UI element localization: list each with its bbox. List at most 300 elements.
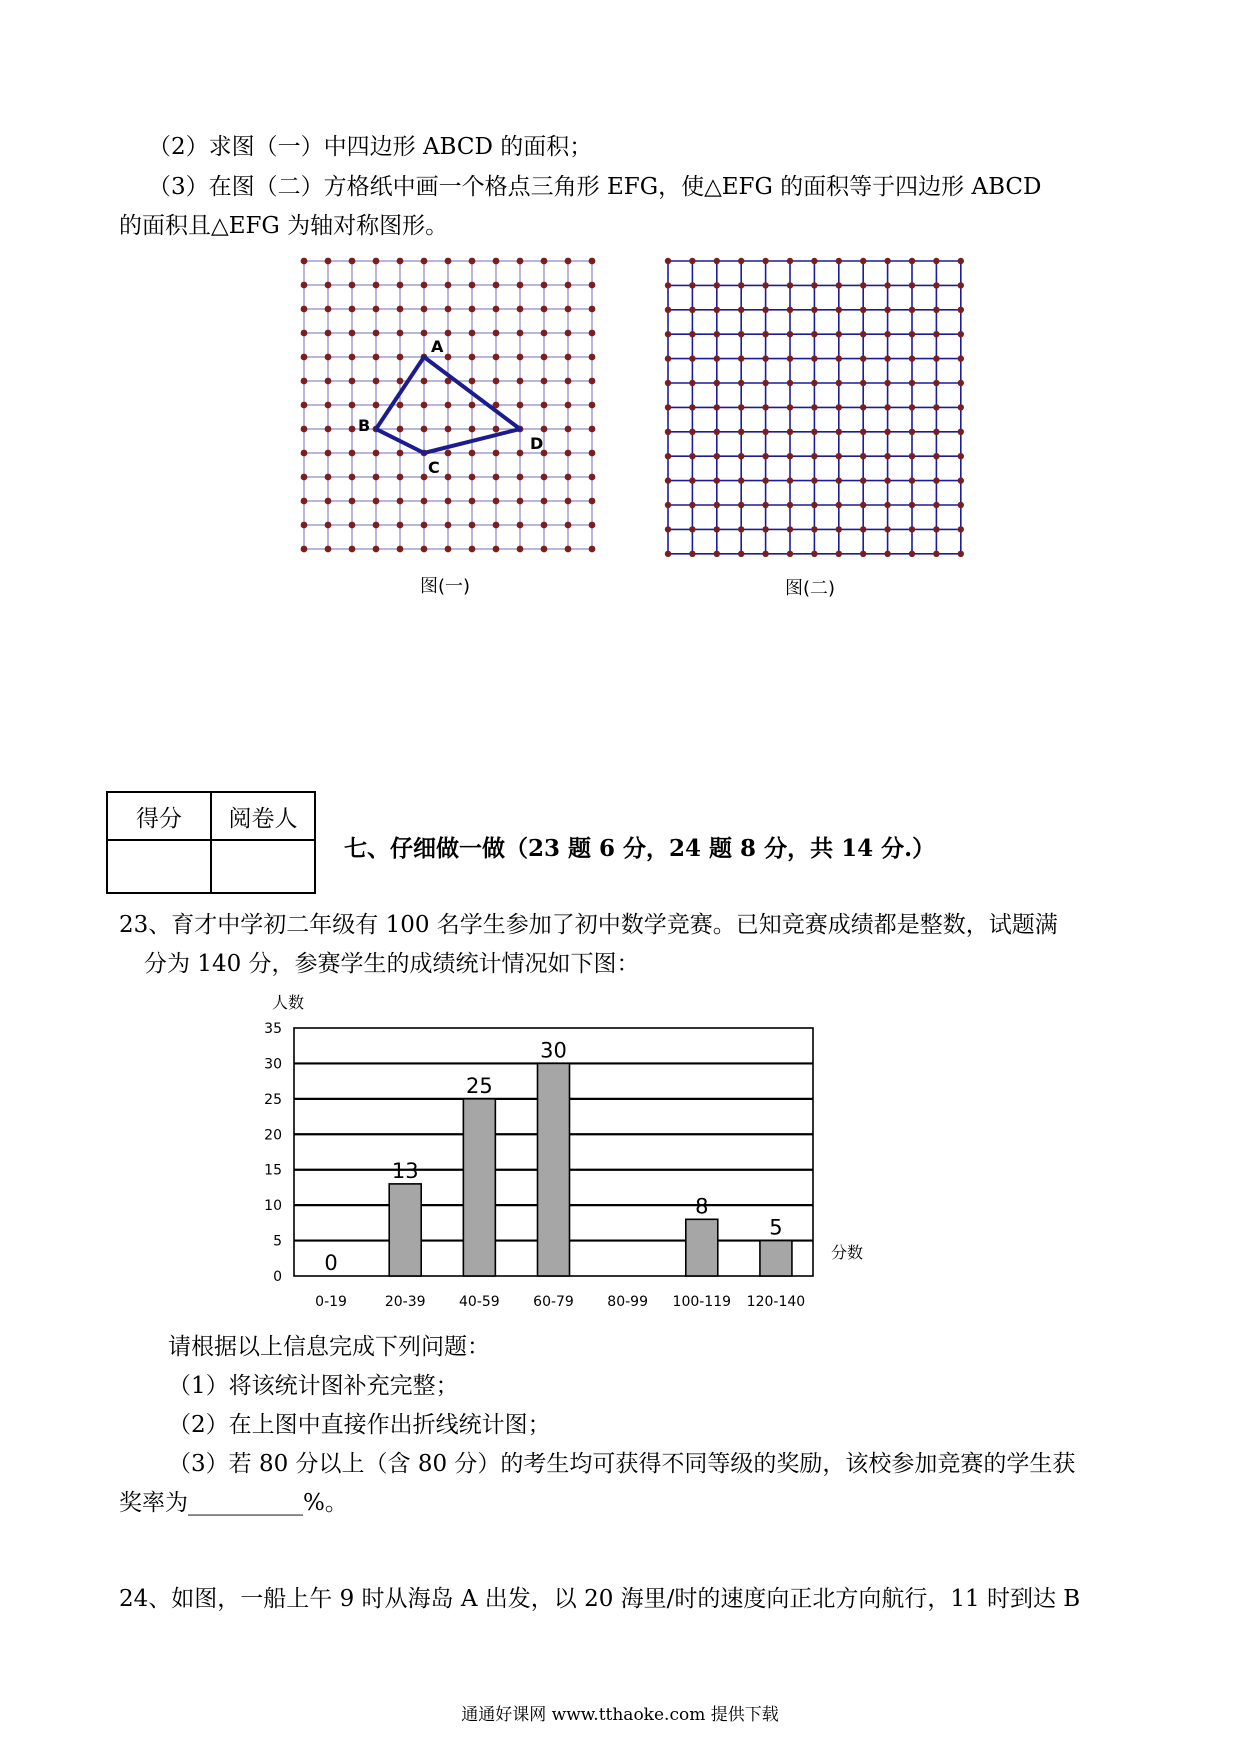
grid-dot <box>373 522 380 529</box>
grid-dot <box>325 450 332 457</box>
grid-dot <box>517 450 524 457</box>
y-tick-label: 5 <box>273 1233 282 1250</box>
grid-dot <box>665 282 671 288</box>
grid-dot <box>565 402 572 409</box>
grid-dot <box>589 282 596 289</box>
grid-dot <box>738 258 744 264</box>
grid-dot <box>836 404 842 410</box>
grid-dot <box>811 526 817 532</box>
grid-dot <box>884 331 890 337</box>
grid-dot <box>397 426 404 433</box>
grid-dot <box>714 404 720 410</box>
grid-dot <box>493 354 500 361</box>
grid-dot <box>738 307 744 313</box>
grid-dot <box>714 526 720 532</box>
grid-dot <box>541 474 548 481</box>
grid-dot <box>517 330 524 337</box>
grid-dot <box>836 453 842 459</box>
grid-dot <box>325 378 332 385</box>
grid-dot <box>811 404 817 410</box>
grid-dot <box>689 429 695 435</box>
grid-dot <box>301 282 308 289</box>
grid-dot <box>445 498 452 505</box>
question-23-part-2: （2）在上图中直接作出折线统计图； <box>168 1412 551 1438</box>
data-label-20-39: 13 <box>391 1158 419 1183</box>
grid-dot <box>493 546 500 553</box>
grid-dot <box>909 477 915 483</box>
grid-dot <box>811 502 817 508</box>
grid-dot <box>665 551 671 557</box>
grid-dot <box>933 477 939 483</box>
grid-dot <box>301 258 308 265</box>
grid-dot <box>349 402 356 409</box>
point-label-d: D <box>530 434 544 453</box>
grid-dot <box>714 307 720 313</box>
grid-dot <box>565 522 572 529</box>
grid-dot <box>909 429 915 435</box>
grid-dot <box>958 502 964 508</box>
grid-dot <box>787 502 793 508</box>
grid-dot <box>836 331 842 337</box>
grid-dot <box>884 404 890 410</box>
question-23-intro: 请根据以上信息完成下列问题： <box>168 1334 490 1360</box>
grid-dot <box>565 378 572 385</box>
y-tick-label: 0 <box>273 1269 282 1285</box>
grid-dot <box>469 474 476 481</box>
grid-dot <box>811 355 817 361</box>
grid-dot <box>541 402 548 409</box>
grid-dot <box>325 426 332 433</box>
grid-dot <box>884 453 890 459</box>
grid-dot <box>860 307 866 313</box>
grid-dot <box>689 307 695 313</box>
grid-dot <box>884 551 890 557</box>
grid-dot <box>349 282 356 289</box>
grid-dot <box>738 502 744 508</box>
point-label-b: B <box>358 416 371 435</box>
grid-dot <box>349 378 356 385</box>
grid-dot <box>665 331 671 337</box>
y-tick-label: 15 <box>264 1162 282 1179</box>
grid-dot <box>421 522 428 529</box>
grid-dot <box>541 426 548 433</box>
grid-dot <box>349 546 356 553</box>
grid-dot <box>397 282 404 289</box>
grid-dot <box>589 306 596 313</box>
grid-dot <box>589 474 596 481</box>
grid-dot <box>301 402 308 409</box>
grid-dot <box>349 450 356 457</box>
grid-dot <box>665 258 671 264</box>
grid-dot <box>445 306 452 313</box>
grid-dot <box>469 378 476 385</box>
grid-dot <box>958 551 964 557</box>
grid-dot <box>325 522 332 529</box>
grid-dot <box>421 474 428 481</box>
grid-dot <box>565 258 572 265</box>
grid-dot <box>349 306 356 313</box>
grid-dot <box>762 526 768 532</box>
grid-dot <box>884 477 890 483</box>
grid-dot <box>689 355 695 361</box>
grid-dot <box>301 354 308 361</box>
grid-dot <box>325 258 332 265</box>
figure-2-caption: 图(二) <box>785 578 836 599</box>
grid-dot <box>301 498 308 505</box>
grid-dot <box>909 526 915 532</box>
grid-dot <box>373 282 380 289</box>
grid-dot <box>517 378 524 385</box>
grid-dot <box>469 498 476 505</box>
grid-dot <box>958 282 964 288</box>
grid-dot <box>349 522 356 529</box>
bar-20-39 <box>389 1184 421 1276</box>
grid-dot <box>714 453 720 459</box>
grid-dot <box>493 426 500 433</box>
grid-dot <box>762 429 768 435</box>
grid-dot <box>665 477 671 483</box>
grid-dot <box>349 498 356 505</box>
grid-dot <box>933 380 939 386</box>
grid-dot <box>738 429 744 435</box>
grid-dot <box>397 402 404 409</box>
grid-dot <box>884 355 890 361</box>
grid-dot <box>909 307 915 313</box>
grid-dot <box>860 404 866 410</box>
grid-dot <box>860 331 866 337</box>
grid-dot <box>933 502 939 508</box>
grid-dot <box>933 429 939 435</box>
grid-dot <box>493 450 500 457</box>
grid-dot <box>811 380 817 386</box>
grid-dot <box>933 282 939 288</box>
grid-dot <box>589 378 596 385</box>
grid-dot <box>421 378 428 385</box>
grid-dot <box>738 551 744 557</box>
grid-dot <box>836 526 842 532</box>
grid-dot <box>445 402 452 409</box>
question-23-line1: 23、育才中学初二年级有 100 名学生参加了初中数学竞赛。已知竞赛成绩都是整数，试题满 <box>119 912 1058 938</box>
grid-dot <box>836 502 842 508</box>
grid-dot <box>517 306 524 313</box>
grid-dot <box>493 522 500 529</box>
grid-dot <box>714 355 720 361</box>
grid-dot <box>689 331 695 337</box>
grid-dot <box>665 502 671 508</box>
section-title: 七、仔细做一做（23 题 6 分，24 题 8 分，共 14 分.） <box>344 835 936 862</box>
grid-dot <box>541 354 548 361</box>
data-label-40-59: 25 <box>465 1073 493 1098</box>
bar-60-79 <box>538 1063 570 1276</box>
grid-dot <box>373 258 380 265</box>
grid-dot <box>541 522 548 529</box>
grid-dot <box>469 282 476 289</box>
grid-dot <box>689 477 695 483</box>
point-label-c: C <box>428 458 440 477</box>
grid-dot <box>714 282 720 288</box>
grid-dot <box>565 546 572 553</box>
grid-dot <box>493 378 500 385</box>
grid-dot <box>958 404 964 410</box>
grid-dot <box>493 258 500 265</box>
grid-dot <box>762 380 768 386</box>
grid-dot <box>762 307 768 313</box>
grid-dot <box>445 450 452 457</box>
grid-dot <box>884 526 890 532</box>
grid-dot <box>689 258 695 264</box>
score-table <box>106 791 316 894</box>
grid-dot <box>787 282 793 288</box>
grid-dot <box>469 402 476 409</box>
grid-dot <box>541 498 548 505</box>
grid-dot <box>787 551 793 557</box>
grid-dot <box>689 282 695 288</box>
grid-dot <box>665 453 671 459</box>
grid-dot <box>421 306 428 313</box>
grid-dot <box>445 522 452 529</box>
question-22-part-3-line1: （3）在图（二）方格纸中画一个格点三角形 EFG，使△EFG 的面积等于四边形 ABCD <box>148 174 1042 200</box>
grid-dot <box>493 498 500 505</box>
grid-dot <box>738 355 744 361</box>
grid-dot <box>325 282 332 289</box>
grid-dot <box>665 355 671 361</box>
grid-dot <box>397 330 404 337</box>
grid-dot <box>811 307 817 313</box>
grid-dot <box>589 450 596 457</box>
grid-dot <box>589 426 596 433</box>
question-22-part-3-line2: 的面积且△EFG 为轴对称图形。 <box>119 213 449 239</box>
y-axis-title: 人数 <box>272 993 305 1012</box>
grid-dot <box>445 258 452 265</box>
grid-dot <box>665 429 671 435</box>
grid-dot <box>397 522 404 529</box>
figure-1-grid <box>296 253 616 569</box>
grid-dot <box>665 307 671 313</box>
grid-dot <box>349 354 356 361</box>
x-tick-label-120-140: 120-140 <box>746 1294 806 1310</box>
grid-dot <box>762 404 768 410</box>
grid-dot <box>884 380 890 386</box>
grid-dot <box>860 526 866 532</box>
grid-dot <box>517 546 524 553</box>
grid-dot <box>933 307 939 313</box>
grid-dot <box>836 477 842 483</box>
grid-dot <box>397 306 404 313</box>
grid-dot <box>787 404 793 410</box>
question-22-part-2: （2）求图（一）中四边形 ABCD 的面积； <box>148 134 593 160</box>
grid-dot <box>860 380 866 386</box>
grid-dot <box>933 355 939 361</box>
grid-dot <box>787 429 793 435</box>
grid-dot <box>445 354 452 361</box>
bar-40-59 <box>463 1099 495 1276</box>
bar-100-119 <box>686 1219 718 1276</box>
grid-dot <box>714 331 720 337</box>
grid-dot <box>787 380 793 386</box>
grid-dot <box>958 331 964 337</box>
question-24-line1: 24、如图，一船上午 9 时从海岛 A 出发，以 20 海里/时的速度向正北方向航行，11 时到达 B <box>119 1586 1081 1612</box>
grid-dot <box>469 450 476 457</box>
grid-dot <box>445 546 452 553</box>
grid-dot <box>689 502 695 508</box>
grid-dot <box>373 378 380 385</box>
grid-dot <box>860 551 866 557</box>
y-tick-label: 10 <box>264 1198 282 1215</box>
grid-dot <box>445 282 452 289</box>
grid-dot <box>933 551 939 557</box>
grid-dot <box>665 404 671 410</box>
grid-dot <box>836 380 842 386</box>
grid-dot <box>860 502 866 508</box>
grid-dot <box>373 498 380 505</box>
grid-dot <box>762 258 768 264</box>
grid-dot <box>714 380 720 386</box>
grid-dot <box>787 258 793 264</box>
grid-dot <box>469 306 476 313</box>
grid-dot <box>909 404 915 410</box>
grid-dot <box>909 551 915 557</box>
grid-dot <box>884 307 890 313</box>
grid-dot <box>958 526 964 532</box>
grid-dot <box>787 355 793 361</box>
grid-dot <box>301 522 308 529</box>
question-23-part-1: （1）将该统计图补充完整； <box>168 1373 459 1399</box>
grid-dot <box>933 404 939 410</box>
grid-dot <box>738 331 744 337</box>
grid-dot <box>958 355 964 361</box>
bar-120-140 <box>760 1241 792 1276</box>
score-cell <box>107 840 211 893</box>
grid-dot <box>565 282 572 289</box>
grid-dot <box>762 477 768 483</box>
grid-dot <box>909 453 915 459</box>
grid-dot <box>909 502 915 508</box>
grid-dot <box>373 402 380 409</box>
grid-dot <box>762 355 768 361</box>
grid-dot <box>421 282 428 289</box>
figure-1-caption: 图(一) <box>420 576 471 597</box>
grid-dot <box>811 551 817 557</box>
grid-dot <box>565 498 572 505</box>
grid-dot <box>714 258 720 264</box>
grid-dot <box>762 551 768 557</box>
y-tick-label: 25 <box>264 1091 282 1108</box>
grid-dot <box>689 551 695 557</box>
grid-dot <box>301 450 308 457</box>
grid-dot <box>811 258 817 264</box>
grid-dot <box>373 306 380 313</box>
grid-dot <box>811 282 817 288</box>
grid-dot <box>714 551 720 557</box>
grid-dot <box>836 307 842 313</box>
grid-dot <box>738 404 744 410</box>
grid-dot <box>397 378 404 385</box>
grid-dot <box>738 477 744 483</box>
y-tick-labels <box>264 1021 282 1285</box>
grid-dot <box>689 380 695 386</box>
grid-dot <box>301 306 308 313</box>
grid-dot <box>714 429 720 435</box>
grid-dot <box>493 474 500 481</box>
x-axis-title: 分数 <box>831 1243 864 1262</box>
grid-dot <box>589 402 596 409</box>
x-tick-label-40-59: 40-59 <box>459 1294 500 1310</box>
figure-2-grid <box>660 255 980 567</box>
grid-dot <box>958 429 964 435</box>
point-label-a: A <box>431 337 444 356</box>
grid-dot <box>836 551 842 557</box>
grid-dot <box>860 453 866 459</box>
grid-dot <box>762 331 768 337</box>
grid-dot <box>301 378 308 385</box>
grid-dot <box>349 258 356 265</box>
y-tick-label: 35 <box>264 1021 282 1037</box>
grid-dot <box>738 380 744 386</box>
grid-dot <box>884 258 890 264</box>
grid-dot <box>860 355 866 361</box>
grid-dot <box>541 282 548 289</box>
grid-dot <box>301 330 308 337</box>
grid-dot <box>836 282 842 288</box>
grid-dot <box>738 282 744 288</box>
grader-cell <box>211 840 315 893</box>
grid-dot <box>325 402 332 409</box>
grid-dot <box>373 330 380 337</box>
grid-dot <box>469 426 476 433</box>
grid-dot <box>301 474 308 481</box>
grid-dot <box>589 330 596 337</box>
grid-dot <box>811 477 817 483</box>
y-tick-label: 30 <box>264 1056 282 1073</box>
question-23-part-3-line2: 奖率为__________%。 <box>119 1490 348 1516</box>
grid-dot <box>665 526 671 532</box>
grid-dot <box>884 282 890 288</box>
grid-dot <box>373 546 380 553</box>
grid-dot <box>958 380 964 386</box>
grid-dot <box>445 426 452 433</box>
data-label-100-119: 8 <box>695 1194 709 1219</box>
grid-dot <box>421 426 428 433</box>
grid-dot <box>541 306 548 313</box>
grid-dot <box>933 331 939 337</box>
grid-dot <box>884 429 890 435</box>
grid-dot <box>421 402 428 409</box>
grid-dot <box>397 546 404 553</box>
grid-dot <box>738 453 744 459</box>
grid-dot <box>493 306 500 313</box>
grid-dot <box>493 330 500 337</box>
grid-dot <box>517 282 524 289</box>
grid-dot <box>325 546 332 553</box>
grid-dot <box>565 450 572 457</box>
grid-dot <box>517 354 524 361</box>
grid-dot <box>884 502 890 508</box>
grid-dot <box>762 502 768 508</box>
x-tick-label-20-39: 20-39 <box>384 1294 426 1310</box>
grid-dot <box>787 477 793 483</box>
grid-dot <box>421 546 428 553</box>
grid-dot <box>469 258 476 265</box>
grid-dot <box>860 282 866 288</box>
data-label-120-140: 5 <box>769 1215 783 1240</box>
grid-dot <box>787 307 793 313</box>
grid-dot <box>349 330 356 337</box>
grid-dot <box>836 258 842 264</box>
grid-dot <box>762 453 768 459</box>
x-tick-label-0-19: 0-19 <box>315 1294 347 1310</box>
grid-dot <box>517 522 524 529</box>
grid-dot <box>787 453 793 459</box>
